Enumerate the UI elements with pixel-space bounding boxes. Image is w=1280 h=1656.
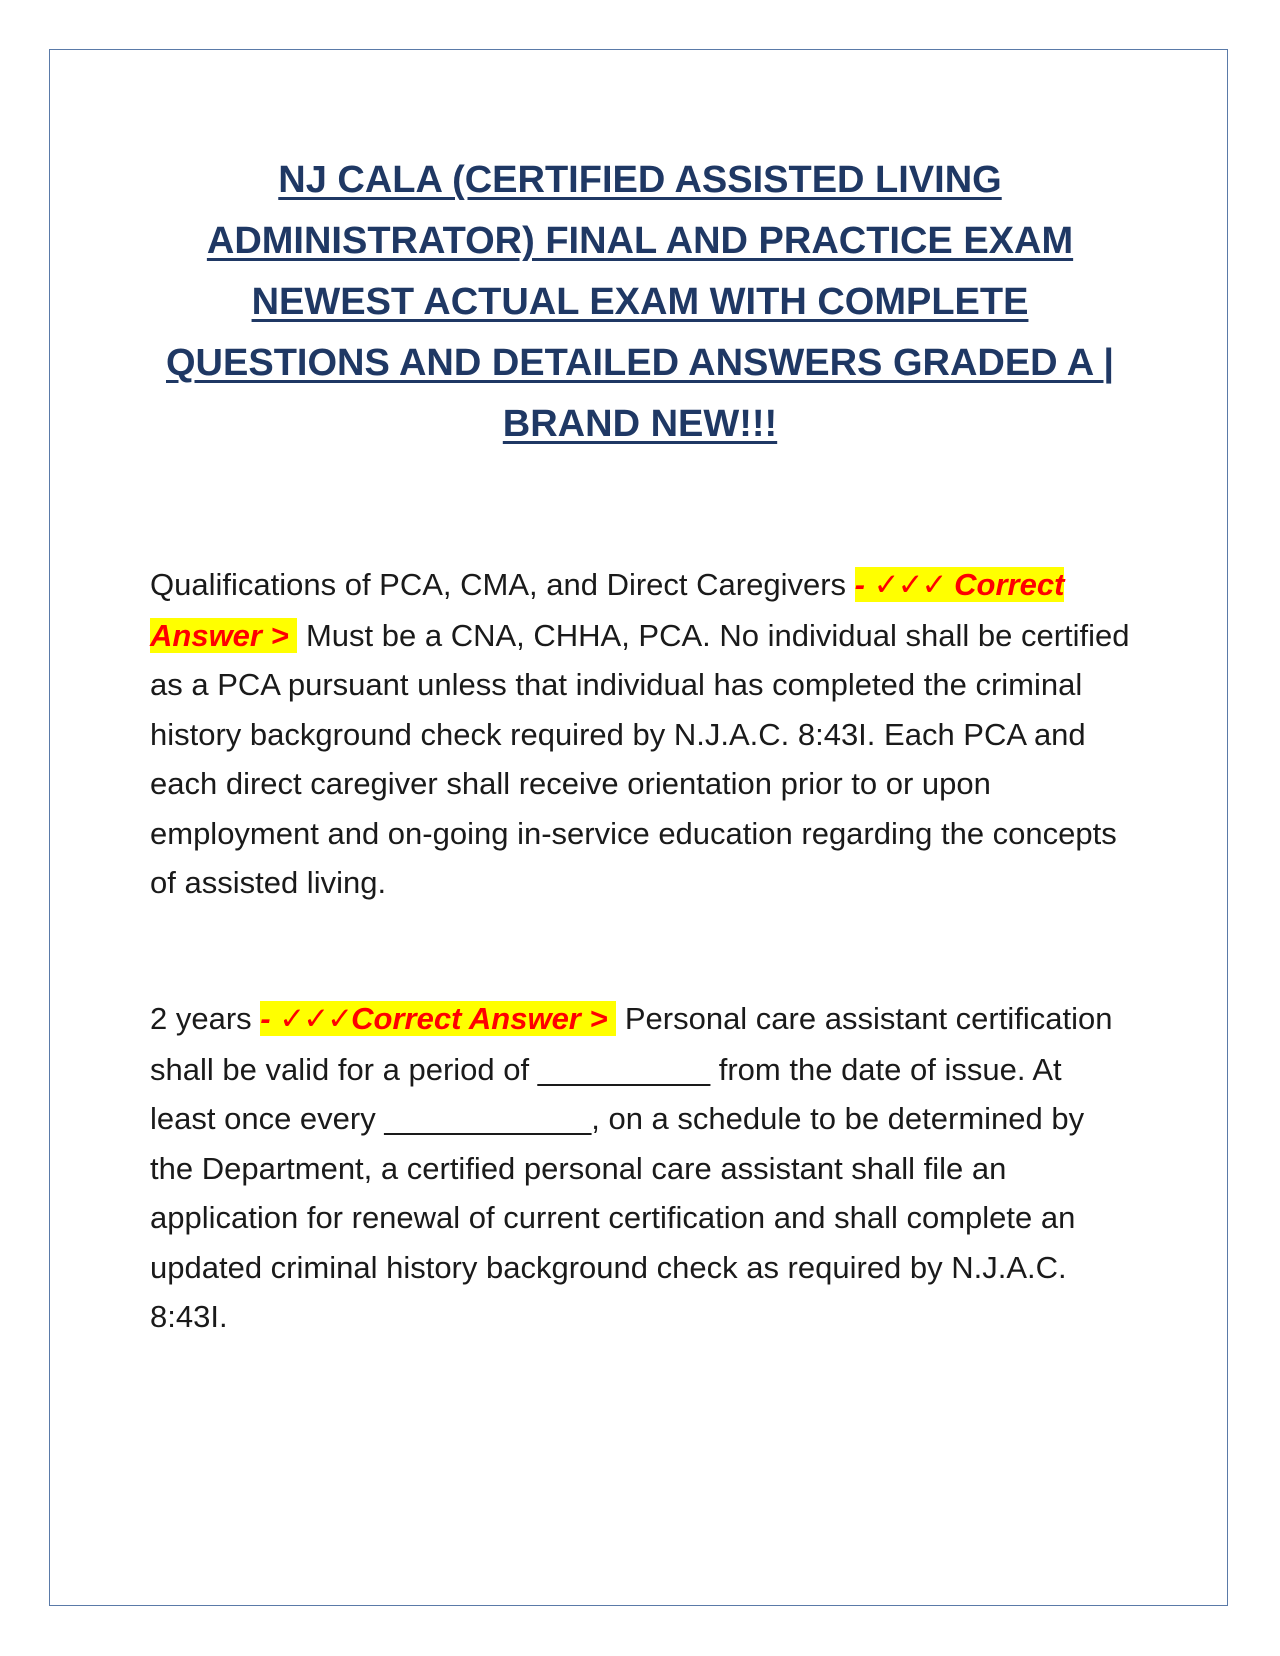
question-text: 2 years — [150, 1001, 252, 1036]
question-text: Qualifications of PCA, CMA, and Direct Caregivers — [150, 567, 847, 602]
answer-text: Personal care assistant certification shall be valid for a period of __________ from the date of issue. At least once every ____________, on a schedule to be determined by the Department, a certified personal care assistant shall file an application for renewal of current certification and shall complete an updated criminal history background check as required by N.J.A.C. 8:43I. — [150, 1001, 1113, 1334]
document-title: NJ CALA (CERTIFIED ASSISTED LIVING ADMINISTRATOR) FINAL AND PRACTICE EXAM NEWEST ACTUAL EXAM WITH COMPLETE QUESTIONS AND DETAILED ANSWERS GRADED A | BRAND NEW!!! — [166, 159, 1114, 445]
marker-label: Correct Answer > — [351, 1001, 608, 1036]
marker-dash: - — [854, 567, 874, 602]
correct-answer-marker — [260, 1001, 616, 1036]
checkmark-icon: ✓✓✓ — [873, 567, 946, 603]
marker-label: Correct Answer > — [150, 567, 1065, 653]
qa-item-2 — [150, 994, 1130, 1342]
qa-item-1 — [150, 560, 1130, 908]
checkmark-icon: ✓✓✓ — [279, 1001, 352, 1037]
answer-text: Must be a CNA, CHHA, PCA. No individual shall be certified as a PCA pursuant unless that individual has completed the criminal history background check required by N.J.A.C. 8:43I. Each PCA and each direct caregiver shall receive orientation prior to or upon employment and on-going in-service education regarding the concepts of assisted living. — [150, 617, 1130, 900]
marker-dash: - — [260, 1001, 280, 1036]
